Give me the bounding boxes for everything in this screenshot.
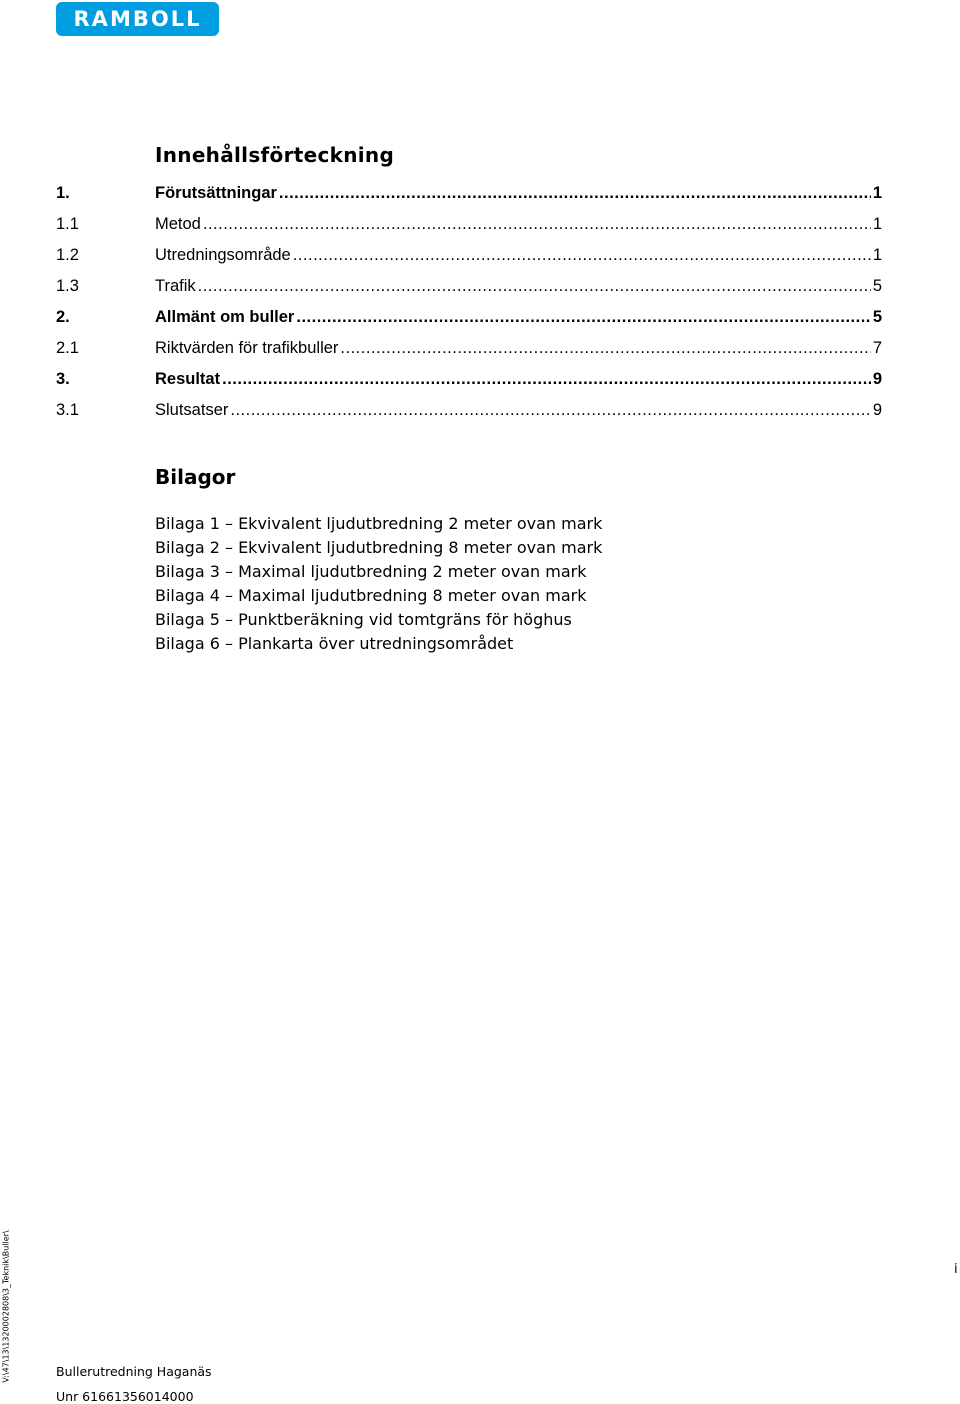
toc-entry-number: 1. — [56, 184, 70, 202]
toc-entry-page: 1 — [872, 246, 882, 264]
toc-entry[interactable] — [56, 240, 882, 271]
toc-entry[interactable] — [56, 364, 882, 395]
toc-entry-label: Utredningsområde — [155, 246, 291, 264]
toc-entry-label: Slutsatser — [155, 401, 229, 419]
appendix-item: Bilaga 6 – Plankarta över utredningsområdet — [155, 634, 514, 653]
toc-entry-page: 1 — [872, 215, 882, 233]
appendix-list — [155, 512, 602, 656]
toc-leader-dots — [340, 339, 870, 358]
toc-entry-label: Allmänt om buller — [155, 308, 295, 326]
appendix-item: Bilaga 5 – Punktberäkning vid tomtgräns för höghus — [155, 610, 572, 629]
toc-entry-page: 7 — [872, 339, 882, 357]
toc-entry-page: 5 — [872, 277, 882, 295]
toc-leader-dots — [203, 215, 871, 234]
toc-entry-number: 1.2 — [56, 246, 79, 264]
toc-entry-number: 3.1 — [56, 401, 79, 419]
toc-entry[interactable] — [56, 395, 882, 426]
toc-entry-label: Riktvärden för trafikbuller — [155, 339, 339, 357]
toc-entry-page: 5 — [872, 308, 882, 326]
table-of-contents — [56, 178, 882, 426]
toc-leader-dots — [296, 308, 870, 327]
toc-title: Innehållsförteckning — [155, 143, 395, 167]
ramboll-logo — [56, 2, 219, 36]
toc-entry[interactable] — [56, 271, 882, 302]
appendix-item: Bilaga 2 – Ekvivalent ljudutbredning 8 meter ovan mark — [155, 538, 603, 557]
logo-text: RAMBOLL — [73, 7, 202, 31]
toc-entry-label: Trafik — [155, 277, 196, 295]
toc-entry[interactable] — [56, 302, 882, 333]
appendices-title: Bilagor — [155, 465, 236, 489]
page-number: i — [954, 1262, 958, 1277]
toc-entry-label: Resultat — [155, 370, 221, 388]
toc-entry-label: Metod — [155, 215, 201, 233]
toc-entry-number: 3. — [56, 370, 70, 388]
toc-entry[interactable] — [56, 333, 882, 364]
footer-document-title: Bullerutredning Haganäs — [56, 1364, 212, 1379]
toc-entry-label: Förutsättningar — [155, 184, 277, 202]
toc-leader-dots — [279, 184, 871, 203]
toc-entry-number: 1.3 — [56, 277, 79, 295]
footer-document-number: Unr 61661356014000 — [56, 1389, 194, 1404]
appendix-item: Bilaga 4 – Maximal ljudutbredning 8 meter ovan mark — [155, 586, 587, 605]
toc-leader-dots — [293, 246, 871, 265]
toc-entry-page: 1 — [872, 184, 882, 202]
margin-file-path: V:\47\13\1320002808\3_Teknik\Buller\ — [1, 1230, 11, 1383]
toc-entry-number: 1.1 — [56, 215, 79, 233]
toc-entry-number: 2. — [56, 308, 70, 326]
toc-entry-page: 9 — [872, 401, 882, 419]
toc-leader-dots — [230, 401, 870, 420]
toc-entry-page: 9 — [872, 370, 882, 388]
toc-entry[interactable] — [56, 178, 882, 209]
toc-entry-number: 2.1 — [56, 339, 79, 357]
toc-leader-dots — [222, 370, 871, 389]
appendix-item: Bilaga 1 – Ekvivalent ljudutbredning 2 meter ovan mark — [155, 514, 603, 533]
appendix-item: Bilaga 3 – Maximal ljudutbredning 2 meter ovan mark — [155, 562, 587, 581]
toc-entry[interactable] — [56, 209, 882, 240]
toc-leader-dots — [198, 277, 871, 296]
